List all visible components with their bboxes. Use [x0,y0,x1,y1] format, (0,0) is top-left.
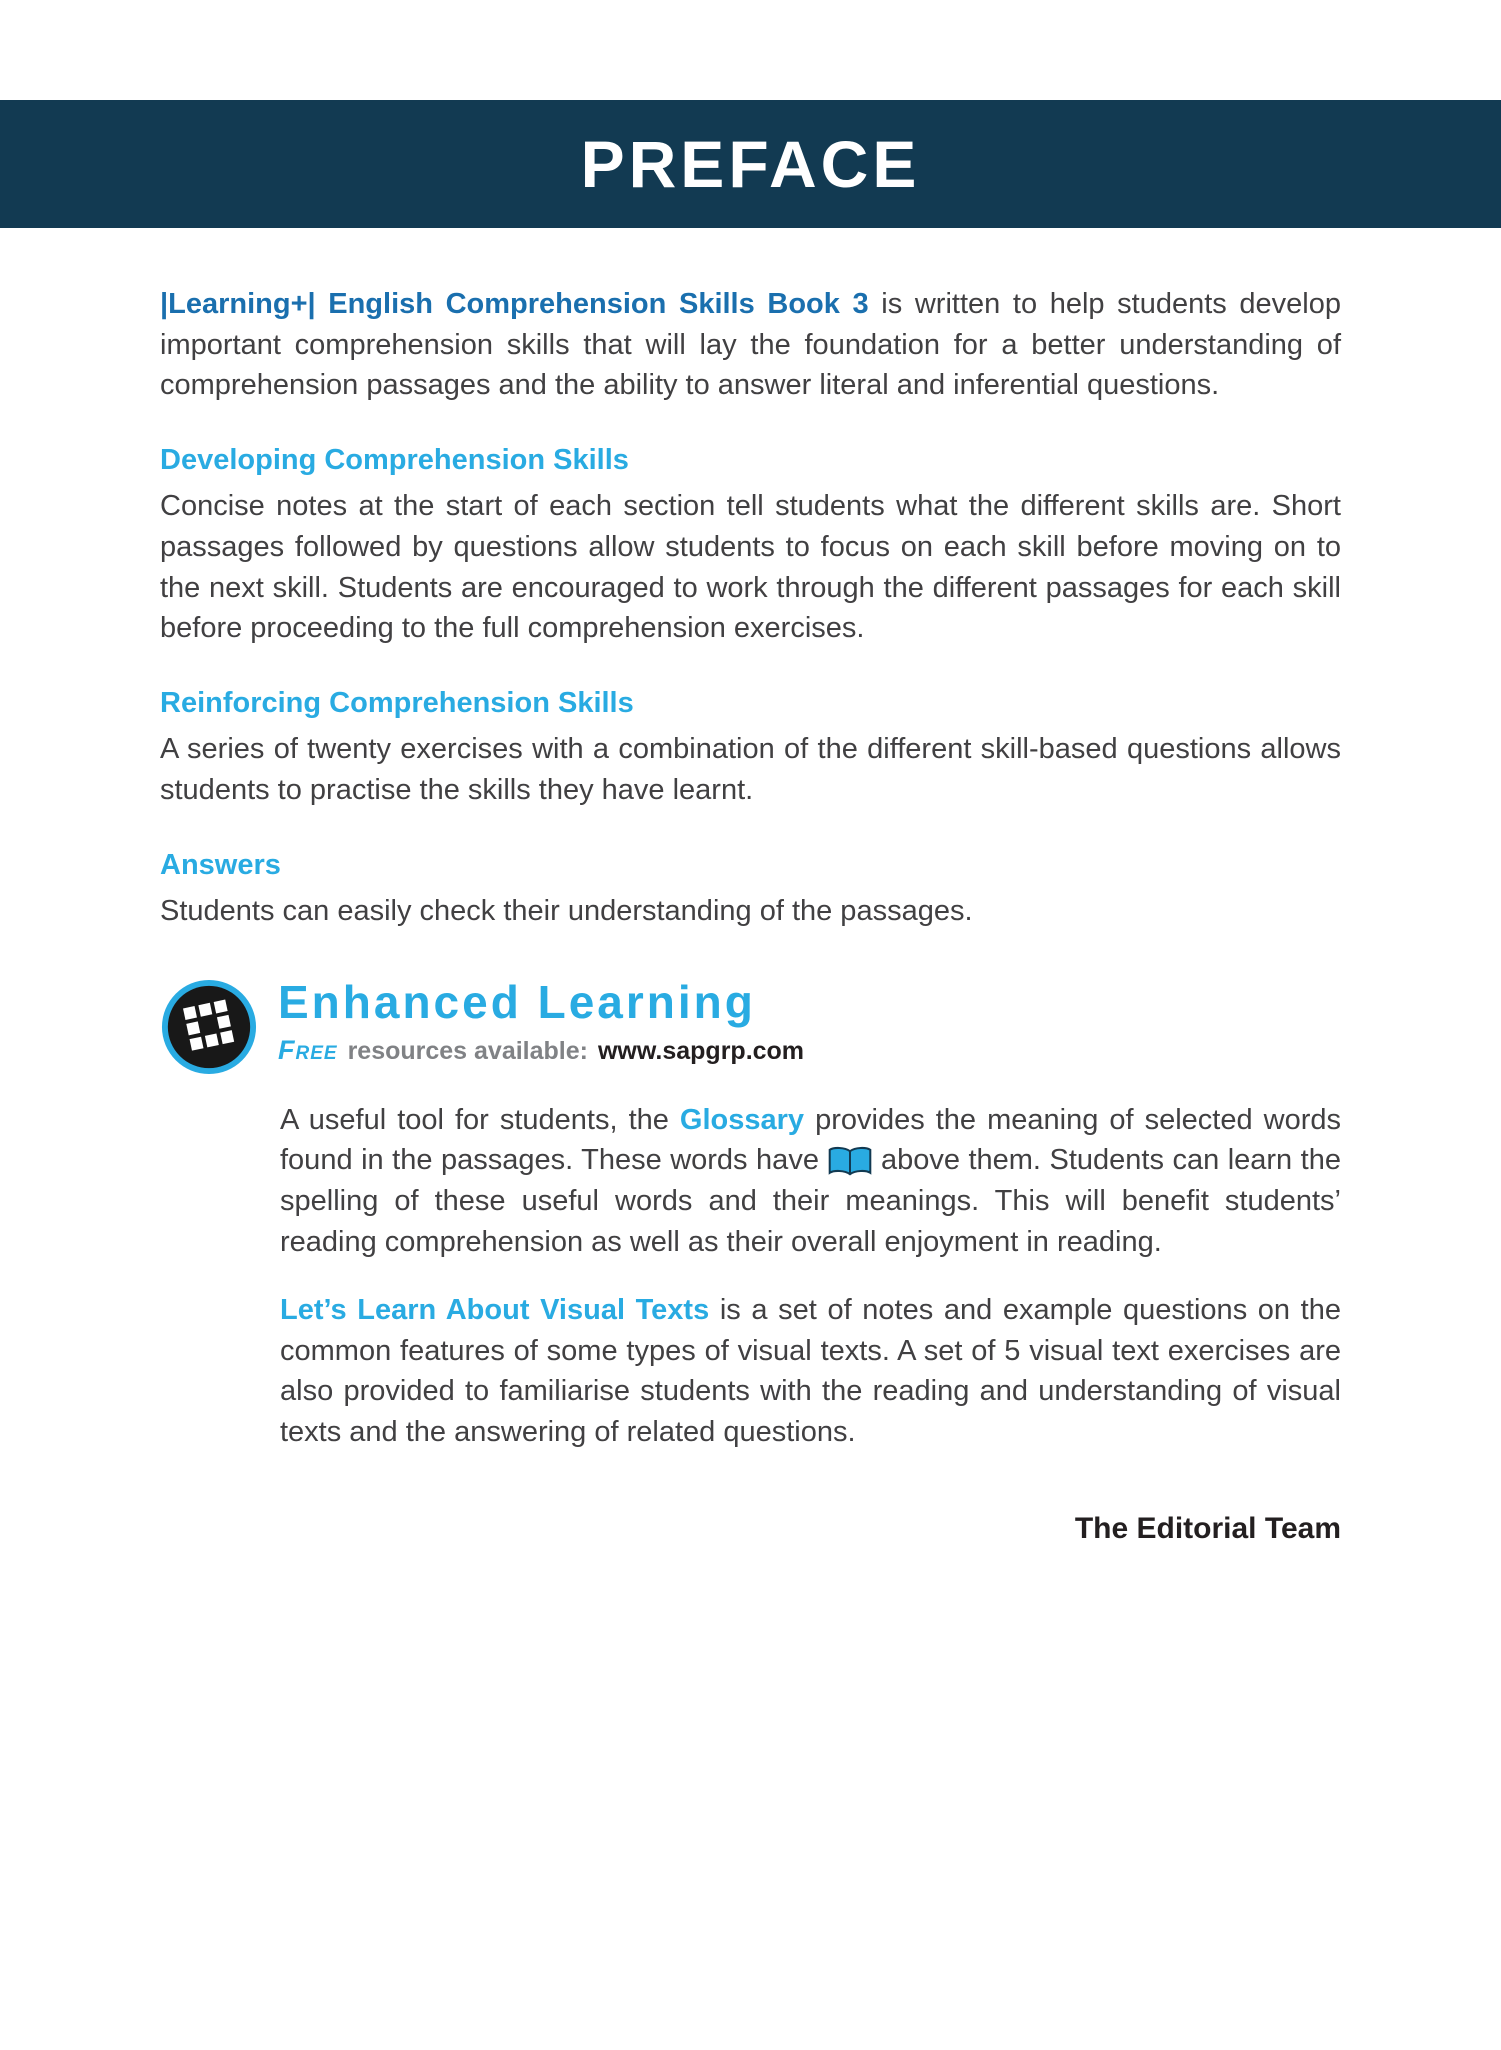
intro-paragraph [160,284,1341,406]
book-title-lead: |Learning+| English Comprehension Skills Book 3 [160,288,869,320]
page-title: PREFACE [580,127,921,201]
section-answers [160,845,1341,932]
section-reinforcing-comprehension-skills [160,683,1341,811]
section-body-developing: Concise notes at the start of each section tell students what the different skills are. Short passages followed by questions allow students to focus on each skill before moving on to the next skill. Students are encouraged to work through the different passages for each skill before proceeding to the full comprehension exercises. [160,490,1341,645]
section-heading-answers: Answers [160,848,281,881]
visual-texts-paragraph [280,1290,1341,1452]
visual-texts-lead: Let’s Learn About Visual Texts [280,1294,710,1327]
section-developing-comprehension-skills [160,440,1341,649]
glossary-text-2: provides the meaning of selected words found in the passages. These words have [280,1103,1341,1177]
open-book-icon [827,1145,873,1179]
section-heading-reinforcing: Reinforcing Comprehension Skills [160,686,634,719]
enhanced-learning-text [278,975,805,1070]
enhanced-learning-title: Enhanced Learning [278,975,756,1028]
tagline-free-label: Free [278,1035,338,1066]
tagline-website-url: www.sapgrp.com [597,1037,805,1066]
pixel-circle-logo-icon [160,978,258,1076]
preface-banner [0,100,1501,228]
enhanced-learning-block [160,975,1341,1076]
glossary-text-3: above them. Students can learn the spelling of these useful words and their meanings. This will benefit students’ reading comprehension as well as their overall enjoyment in reading. [280,1144,1341,1258]
editorial-team-signature: The Editorial Team [1074,1512,1341,1546]
intro-text: is written to help students develop important comprehension skills that will lay the foundation for a better understanding of comprehension passages and the ability to answer literal and inferential questions. [160,288,1341,402]
preface-content [0,228,1501,1550]
glossary-text-1: A useful tool for students, the [280,1103,680,1136]
glossary-paragraph [280,1100,1341,1262]
section-body-answers: Students can easily check their understanding of the passages. [160,895,973,928]
section-body-reinforcing: A series of twenty exercises with a combination of the different skill-based questions allows students to practise the skills they have learnt. [160,733,1341,806]
tagline-resources-label: resources available: [347,1037,588,1066]
glossary-label: Glossary [679,1103,805,1136]
visual-texts-rest: is a set of notes and example questions on the common features of some types of visual texts. A set of 5 visual text exercises are also provided to familiarise students with the reading and understanding of visual texts and the answering of related questions. [280,1294,1341,1448]
enhanced-learning-tagline [278,1032,804,1070]
section-heading-developing: Developing Comprehension Skills [160,443,629,476]
